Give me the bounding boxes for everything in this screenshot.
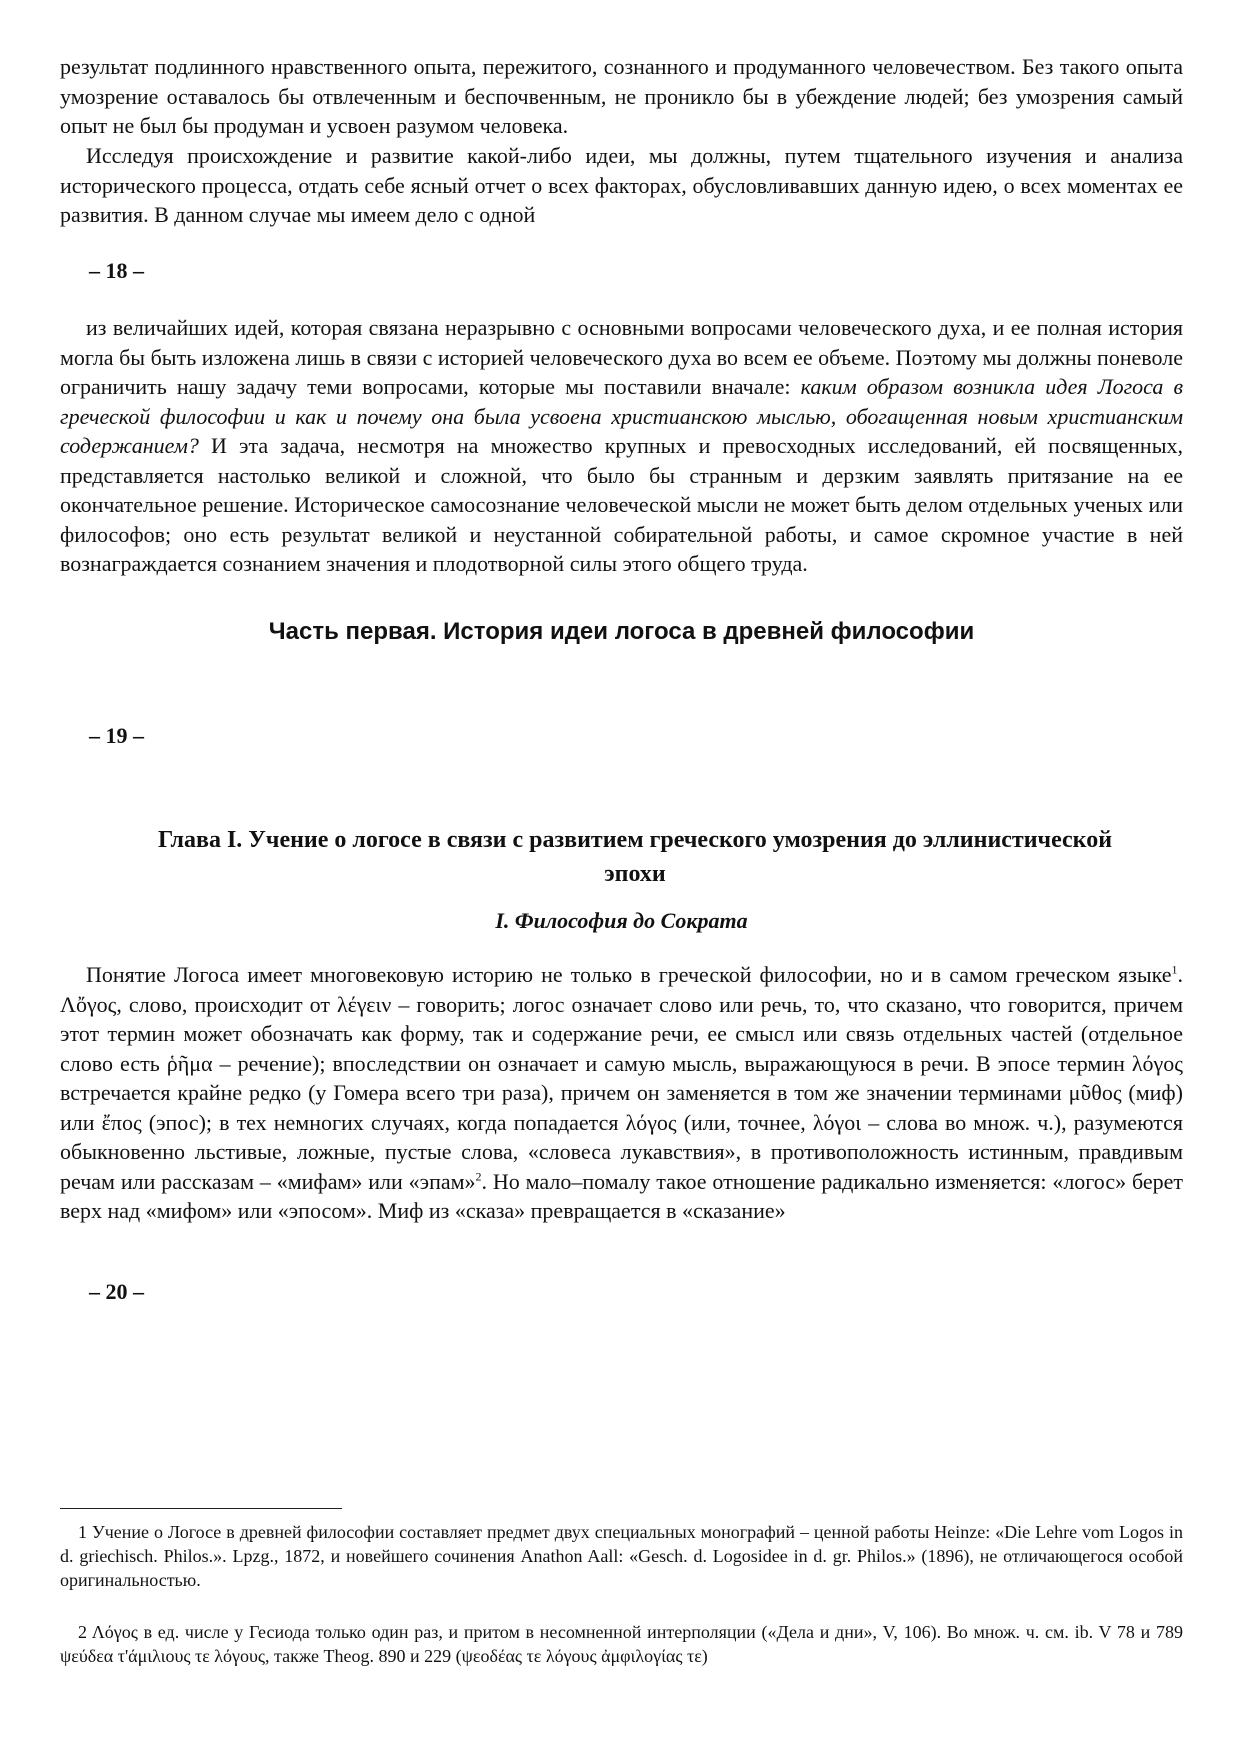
footnote-ref-1[interactable]: 1 (1171, 962, 1178, 977)
footnote-divider (60, 1508, 342, 1509)
page-number-18: – 18 – (89, 258, 144, 283)
chapter-heading: Глава I. Учение о логосе в связи с развитием греческого умозрения до эллинистической эпохи (157, 827, 1113, 887)
footnote-ref-2[interactable]: 2 (475, 1169, 482, 1184)
section-heading: I. Философия до Сократа (495, 908, 748, 933)
footnote-2: 2 Λόγος в ед. числе у Гесиода только один раз, и притом в несомненной интерполяции («Дела и дни», V, 106). Во множ. ч. см. ib. V 78 и 789 ψεύδεα τ'άμιλιους τε λόγους, также Theog. 890 и 229 (ψεοδέας τε λόγους ἀμφιλογίας τε) (60, 1622, 1183, 1666)
paragraph-3: из величайших идей, которая связана неразрывно с основными вопросами человеческого духа, и ее полная история могла бы быть изложена лишь в связи с историей человеческого духа во всем ее объеме. Поэтому мы должны поневоле ограничить нашу задачу теми вопросами, которые мы поставили вначале: каким образом возникла идея Логоса в греческой философии и как и почему она была усвоена христианскою мыслью, обогащенная новым христианским содержанием? И эта задача, несмотря на множество крупных и превосходных исследований, ей посвященных, представляется настолько великой и сложной, что было бы странным и дерзким заявлять притязание на ее окончательное решение. Историческое самосознание человеческой мысли не может быть делом отдельных ученых или философов; оно есть результат великой и неустанной собирательной работы, и самое скромное участие в ней вознаграждается сознанием значения и плодотворной силы этого общего труда. (60, 315, 1183, 576)
page-number-19: – 19 – (89, 723, 144, 748)
part-heading: Часть первая. История идеи логоса в древней философии (268, 618, 975, 645)
footnote-1: 1 Учение о Логосе в древней философии составляет предмет двух специальных монографий – ценной работы Heinze: «Die Lehre vom Logos in d. griechisch. Philos.». Lpzg., 1872, и новейшего сочинения Anathon Aall: «Gesch. d. Logosidee in d. gr. Philos.» (1896), не отличающегося особой оригинальностью. (60, 1522, 1183, 1590)
paragraph-top: результат подлинного нравственного опыта, пережитого, сознанного и продуманного человечеством. Без такого опыта умозрение оставалось бы отвлеченным и беспочвенным, не проникло бы в убеждение людей; без умозрения самый опыт не был бы продуман и усвоен разумом человека. (60, 54, 1183, 138)
italic-question: каким образом возникла идея Логоса в греческой философии и как и почему она была усвоена христианскою мыслью, обогащенная новым христианским содержанием? (60, 374, 1183, 458)
page-number-20: – 20 – (89, 1279, 144, 1304)
paragraph-2: Исследуя происхождение и развитие какой-либо идеи, мы должны, путем тщательного изучения и анализа исторического процесса, отдать себе ясный отчет о всех факторах, обусловливавших данную идею, о всех моментах ее развития. В данном случае мы имеем дело с одной (60, 143, 1183, 227)
paragraph-4: Понятие Логоса имеет многовековую историю не только в греческой философии, но и в самом греческом языке$^1$. Λὄγος, слово, происходит от λέγειν – говорить; логос означает слово или речь, то, что сказано, что говорится, причем этот термин может обозначать как форму, так и содержание речи, ее смысл или связь отдельных частей (отдельное слово есть ῥῆμα – речение); впоследствии он означает и самую мысль, выражающуюся в речи. В эпосе термин λόγος встречается крайне редко (у Гомера всего три раза), причем он заменяется в том же значении терминами μῦθος (миф) или ἔπος (эпос); в тех немногих случаях, когда попадается λόγος (или, точнее, λόγοι – слова во множ. ч.), разумеются обыкновенно льстивые, ложные, пустые слова, «словеса лукавствия», в противоположность истинным, правдивым речам или рассказам – «мифам» или «эпам»$^2$. Но мало–помалу такое отношение радикально изменяется: «логос» берет верх над «мифом» или «эпосом». Миф из «сказа» превращается в «сказание» (60, 962, 1184, 1223)
